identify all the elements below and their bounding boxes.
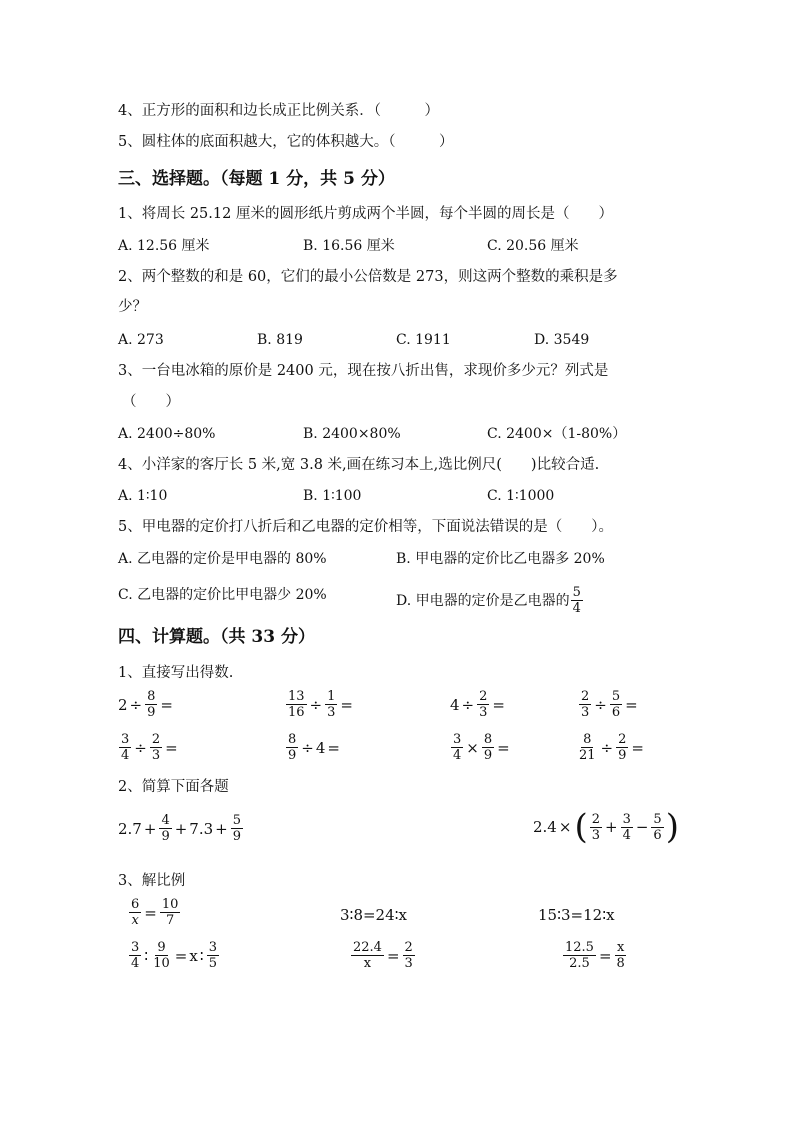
choice-q5: 5、甲电器的定价打八折后和乙电器的定价相等，下面说法错误的是（ ）。 (118, 519, 613, 535)
simplify-expr-1: 2.7 + $\frac{4}{9}$ + 7.3 + $\frac{5}{9}$ (118, 813, 242, 844)
proportion-4: $\frac{3}{4}$ ∶ $\frac{9}{10}$ = x ∶ $\frac{3}{5}$ (131, 940, 217, 971)
choice-q1: 1、将周长 25.12 厘米的圆形纸片剪成两个半圆，每个半圆的周长是（ ） (118, 206, 613, 222)
choice-q3-line2: （ ） (122, 394, 180, 410)
choice-q4-c: C. 1∶1000 (487, 488, 555, 504)
choice-q2-line2: 少？ (118, 299, 147, 315)
choice-q3-a: A. 2400÷80% (118, 426, 216, 442)
choice-q2-a: A. 273 (118, 332, 164, 348)
calc-part-1: 1、直接写出得数. (118, 665, 234, 681)
choice-q5-d (396, 585, 584, 616)
choice-q2-c: C. 1911 (396, 332, 451, 348)
choice-q4-b: B. 1∶100 (303, 488, 362, 504)
choice-q3-b: B. 2400×80% (303, 426, 401, 442)
choice-q5-d-text: D. 甲电器的定价是乙电器的 (396, 592, 570, 609)
choice-q2-b: B. 819 (257, 332, 303, 348)
calc-expr-8: $\frac{8}{21}$ ÷ $\frac{2}{9}$ = (579, 732, 644, 763)
choice-q1-b: B. 16.56 厘米 (303, 238, 395, 254)
proportion-1: $\frac{6}{x}$ = $\frac{10}{7}$ (131, 897, 179, 928)
choice-q5-a: A. 乙电器的定价是甲电器的 80% (118, 551, 327, 567)
proportion-2: 3∶8=24∶x (340, 906, 408, 924)
choice-q2-d: D. 3549 (534, 332, 590, 348)
judge-question-4: 4、正方形的面积和边长成正比例关系．（ ） (118, 103, 439, 119)
choice-q1-a: A. 12.56 厘米 (118, 238, 210, 254)
section-title-choice: 三、选择题。（每题 1 分，共 5 分） (118, 169, 395, 189)
section-title-calc: 四、计算题。（共 33 分） (118, 627, 315, 647)
judge-question-5: 5、圆柱体的底面积越大，它的体积越大。（ ） (118, 134, 454, 150)
choice-q4: 4、小洋家的客厅长 5 米,宽 3.8 米,画在练习本上,选比例尺( )比较合适. (118, 457, 600, 473)
choice-q5-c: C. 乙电器的定价比甲电器少 20% (118, 587, 327, 603)
fraction-5-4: $\frac{5}{4}$ (572, 585, 581, 616)
calc-part-3: 3、解比例 (118, 873, 186, 889)
calc-expr-2: $\frac{13}{16}$ ÷ $\frac{1}{3}$ = (288, 689, 353, 720)
proportion-5: $\frac{22.4}{x}$ = $\frac{2}{3}$ (353, 940, 413, 971)
choice-q4-a: A. 1∶10 (118, 488, 168, 504)
choice-q2-line1: 2、两个整数的和是 60，它们的最小公倍数是 273，则这两个整数的乘积是多 (118, 269, 618, 285)
calc-expr-4: $\frac{2}{3}$ ÷ $\frac{5}{6}$ = (581, 689, 638, 720)
calc-part-2: 2、简算下面各题 (118, 779, 229, 795)
choice-q5-b: B. 甲电器的定价比乙电器多 20% (396, 551, 605, 567)
proportion-3: 15∶3=12∶x (538, 906, 615, 924)
calc-expr-7: $\frac{3}{4}$ × $\frac{8}{9}$ = (453, 732, 510, 763)
proportion-6: $\frac{12.5}{2.5}$ = $\frac{x}{8}$ (565, 940, 625, 971)
choice-q1-c: C. 20.56 厘米 (487, 238, 579, 254)
simplify-expr-2: 2.4 × ( $\frac{2}{3}$ + $\frac{3}{4}$ − $\frac{5}{6}$ ) (533, 807, 679, 847)
choice-q3-c: C. 2400×（1-80%） (487, 426, 627, 442)
calc-expr-5: $\frac{3}{4}$ ÷ $\frac{2}{3}$ = (121, 732, 178, 763)
calc-expr-6: $\frac{8}{9}$ ÷ 4 = (288, 732, 340, 763)
choice-q3-line1: 3、一台电冰箱的原价是 2400 元，现在按八折出售，求现价多少元？列式是 (118, 363, 609, 379)
calc-expr-3: 4 ÷ $\frac{2}{3}$ = (450, 689, 505, 720)
calc-expr-1: 2 ÷ $\frac{8}{9}$ = (118, 689, 173, 720)
